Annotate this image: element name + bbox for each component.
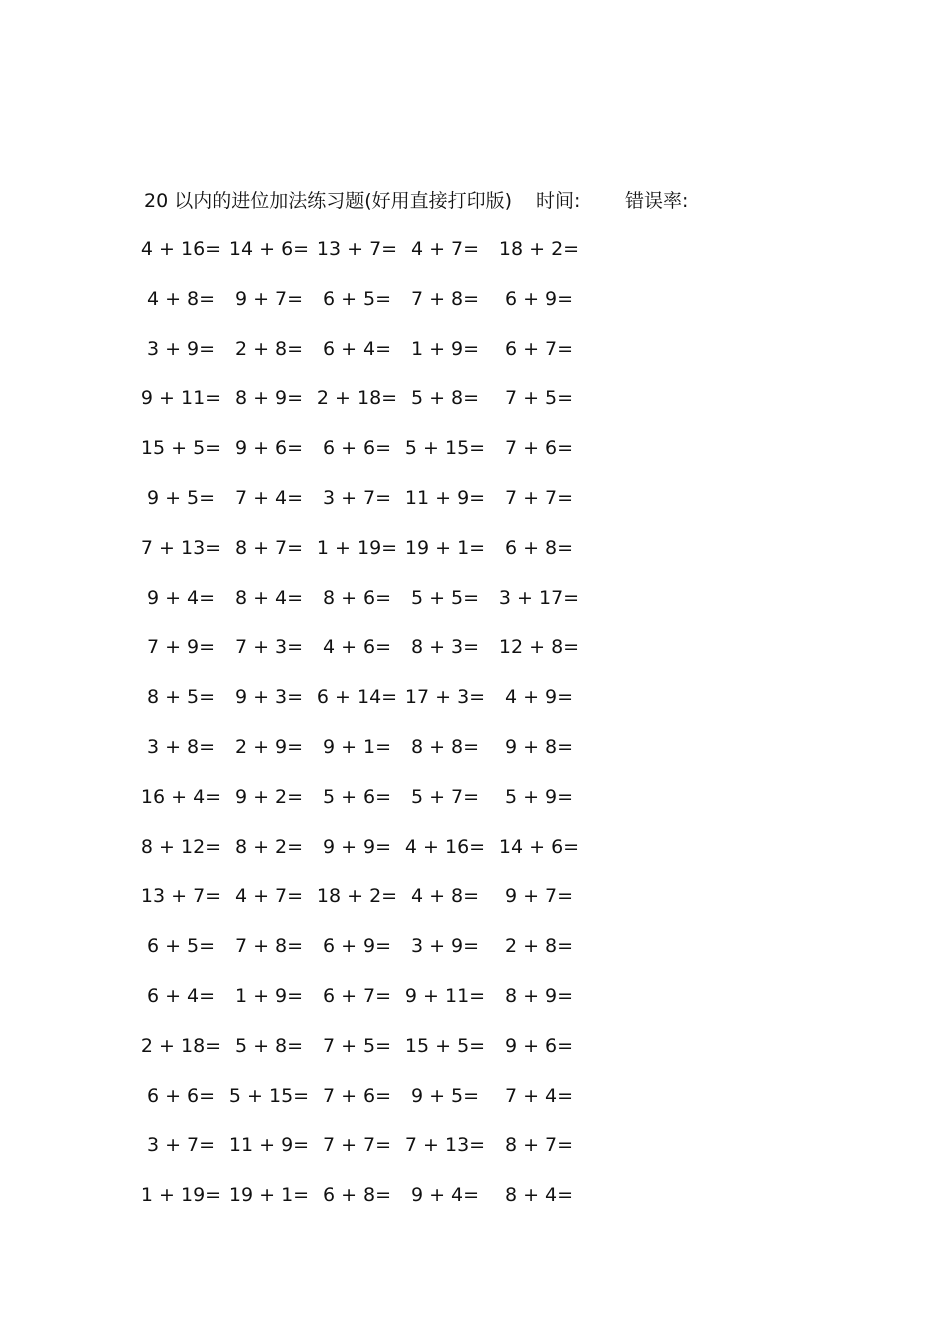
addition-problem: 9 + 4= [146, 586, 216, 609]
addition-problem: 1 + 9= [234, 984, 304, 1007]
problem-row [140, 933, 600, 983]
problem-row [140, 784, 600, 834]
addition-problem: 2 + 9= [234, 735, 304, 758]
addition-problem: 6 + 6= [322, 437, 392, 460]
addition-problem: 8 + 8= [410, 735, 480, 758]
addition-problem: 5 + 8= [234, 1034, 304, 1057]
time-label: 时间: [536, 190, 581, 212]
addition-problem: 8 + 4= [234, 586, 304, 609]
addition-problem: 6 + 4= [322, 337, 392, 360]
addition-problem: 7 + 5= [322, 1034, 392, 1057]
addition-problem: 4 + 16= [404, 835, 486, 858]
addition-problem: 2 + 8= [504, 935, 574, 958]
addition-problem: 9 + 2= [234, 785, 304, 808]
addition-problem: 9 + 7= [234, 287, 304, 310]
problem-row [140, 883, 600, 933]
addition-problem: 6 + 4= [146, 984, 216, 1007]
addition-problem: 8 + 9= [234, 387, 304, 410]
addition-problem: 17 + 3= [404, 686, 486, 709]
addition-problem: 18 + 2= [498, 238, 580, 260]
addition-problem: 15 + 5= [140, 437, 222, 460]
addition-problem: 7 + 13= [140, 536, 222, 559]
addition-problem: 8 + 3= [410, 636, 480, 659]
error-rate-label: 错误率: [625, 190, 689, 212]
addition-problem: 3 + 17= [498, 586, 580, 609]
addition-problem: 14 + 6= [498, 835, 580, 858]
addition-problem: 2 + 18= [140, 1034, 222, 1057]
problem-row [140, 485, 600, 535]
addition-problem: 7 + 7= [504, 486, 574, 509]
problem-row [140, 435, 600, 485]
addition-problem: 4 + 16= [140, 238, 222, 260]
addition-problem: 2 + 18= [316, 387, 398, 410]
addition-problem: 8 + 9= [504, 984, 574, 1007]
addition-problem: 5 + 15= [228, 1084, 310, 1107]
addition-problem: 8 + 6= [322, 586, 392, 609]
addition-problem: 3 + 9= [410, 935, 480, 958]
addition-problem: 7 + 8= [234, 935, 304, 958]
addition-problem: 9 + 6= [504, 1034, 574, 1057]
addition-problem: 6 + 7= [504, 337, 574, 360]
addition-problem: 12 + 8= [498, 636, 580, 659]
addition-problem: 7 + 4= [504, 1084, 574, 1107]
problem-row [140, 634, 600, 684]
addition-problem: 7 + 3= [234, 636, 304, 659]
problem-row [140, 1132, 600, 1182]
addition-problem: 6 + 8= [504, 536, 574, 559]
addition-problem: 6 + 8= [322, 1184, 392, 1207]
addition-problem: 13 + 7= [140, 885, 222, 908]
problem-row [140, 585, 600, 635]
addition-problem: 9 + 6= [234, 437, 304, 460]
addition-problem: 4 + 8= [146, 287, 216, 310]
problem-row [140, 385, 600, 435]
problem-row [140, 236, 600, 286]
addition-problem: 7 + 6= [322, 1084, 392, 1107]
addition-problem: 14 + 6= [228, 238, 310, 260]
addition-problem: 6 + 5= [146, 935, 216, 958]
addition-problem: 3 + 8= [146, 735, 216, 758]
addition-problem: 6 + 9= [322, 935, 392, 958]
addition-problem: 1 + 19= [140, 1184, 222, 1207]
addition-problem: 5 + 5= [410, 586, 480, 609]
addition-problem: 7 + 8= [410, 287, 480, 310]
addition-problem: 11 + 9= [404, 486, 486, 509]
problem-row [140, 834, 600, 884]
addition-problem: 15 + 5= [404, 1034, 486, 1057]
addition-problem: 6 + 9= [504, 287, 574, 310]
addition-problem: 7 + 6= [504, 437, 574, 460]
addition-problem: 7 + 7= [322, 1134, 392, 1157]
problem-row [140, 684, 600, 734]
addition-problem: 4 + 8= [410, 885, 480, 908]
problem-row [140, 983, 600, 1033]
addition-problem: 1 + 9= [410, 337, 480, 360]
addition-problem: 8 + 5= [146, 686, 216, 709]
addition-problem: 9 + 5= [146, 486, 216, 509]
problem-row [140, 734, 600, 784]
addition-problem: 9 + 4= [410, 1184, 480, 1207]
addition-problem: 4 + 9= [504, 686, 574, 709]
addition-problem: 5 + 15= [404, 437, 486, 460]
addition-problem: 8 + 7= [504, 1134, 574, 1157]
addition-problem: 9 + 7= [504, 885, 574, 908]
addition-problem: 7 + 13= [404, 1134, 486, 1157]
addition-problem: 7 + 9= [146, 636, 216, 659]
problem-row [140, 1083, 600, 1133]
problem-grid [140, 236, 600, 1232]
addition-problem: 4 + 7= [410, 238, 480, 260]
addition-problem: 19 + 1= [228, 1184, 310, 1207]
addition-problem: 19 + 1= [404, 536, 486, 559]
addition-problem: 4 + 6= [322, 636, 392, 659]
addition-problem: 9 + 8= [504, 735, 574, 758]
problem-row [140, 535, 600, 585]
addition-problem: 8 + 7= [234, 536, 304, 559]
addition-problem: 9 + 1= [322, 735, 392, 758]
addition-problem: 4 + 7= [234, 885, 304, 908]
addition-problem: 7 + 4= [234, 486, 304, 509]
addition-problem: 9 + 3= [234, 686, 304, 709]
addition-problem: 11 + 9= [228, 1134, 310, 1157]
problem-row [140, 336, 600, 386]
problem-row [140, 286, 600, 336]
addition-problem: 5 + 7= [410, 785, 480, 808]
addition-problem: 9 + 9= [322, 835, 392, 858]
addition-problem: 6 + 6= [146, 1084, 216, 1107]
problem-row [140, 1182, 600, 1232]
addition-problem: 3 + 9= [146, 337, 216, 360]
addition-problem: 3 + 7= [322, 486, 392, 509]
addition-problem: 6 + 14= [316, 686, 398, 709]
addition-problem: 8 + 4= [504, 1184, 574, 1207]
addition-problem: 16 + 4= [140, 785, 222, 808]
addition-problem: 13 + 7= [316, 238, 398, 260]
addition-problem: 8 + 2= [234, 835, 304, 858]
addition-problem: 5 + 9= [504, 785, 574, 808]
worksheet-title: 20 以内的进位加法练习题(好用直接打印版) [144, 190, 513, 212]
problem-row [140, 1033, 600, 1083]
addition-problem: 9 + 11= [140, 387, 222, 410]
addition-problem: 5 + 8= [410, 387, 480, 410]
addition-problem: 9 + 11= [404, 984, 486, 1007]
addition-problem: 3 + 7= [146, 1134, 216, 1157]
addition-problem: 9 + 5= [410, 1084, 480, 1107]
addition-problem: 8 + 12= [140, 835, 222, 858]
addition-problem: 5 + 6= [322, 785, 392, 808]
addition-problem: 1 + 19= [316, 536, 398, 559]
addition-problem: 7 + 5= [504, 387, 574, 410]
addition-problem: 6 + 7= [322, 984, 392, 1007]
addition-problem: 6 + 5= [322, 287, 392, 310]
addition-problem: 18 + 2= [316, 885, 398, 908]
addition-problem: 2 + 8= [234, 337, 304, 360]
